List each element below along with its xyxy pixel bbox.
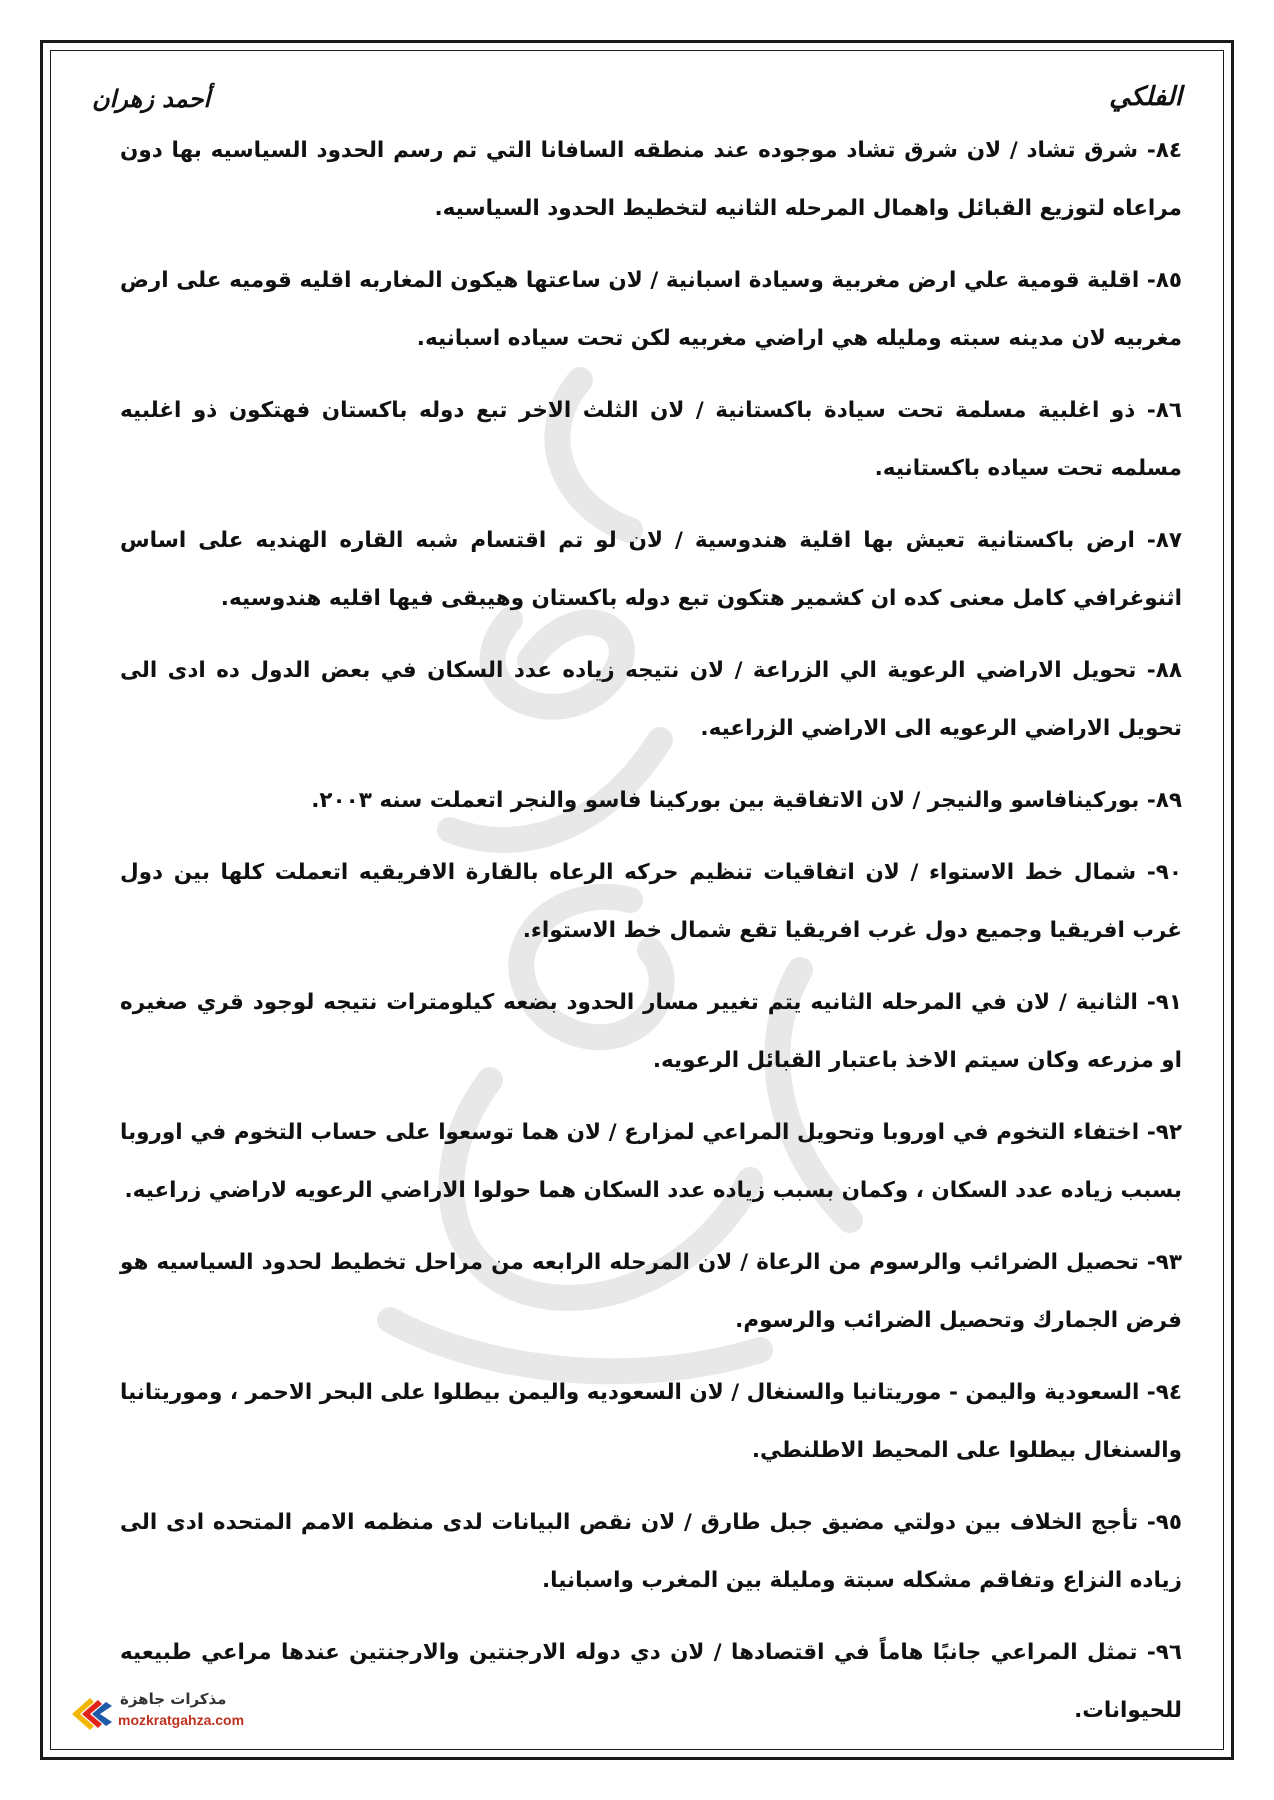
answers-list (120, 122, 1182, 1754)
answer-item: ٨٦- ذو اغلبية مسلمة تحت سيادة باكستانية / لان الثلث الاخر تبع دوله باكستان فهتكون ذو اغلبيه مسلمه تحت سياده باكستانيه. (120, 398, 1182, 481)
author-name: أحمد زهران (92, 84, 211, 113)
answer-item: ٩٣- تحصيل الضرائب والرسوم من الرعاة / لان المرحله الرابعه من مراحل تخطيط لحدود السياسيه هو فرض الجمارك وتحصيل الضرائب والرسوم. (120, 1250, 1182, 1333)
logo-mark-icon (70, 1694, 114, 1734)
site-url: mozkratgahza.com (118, 1712, 245, 1728)
answer-item: ٩٢- اختفاء التخوم في اوروبا وتحويل المراعي لمزارع / لان هما توسعوا على حساب التخوم في اوروبا بسبب زياده عدد السكان ، وكمان بسبب زياده عدد السكان هما حولوا الاراضي الرعويه لاراضي زراعيه. (120, 1120, 1182, 1203)
site-logo (70, 1690, 260, 1740)
subject-title: الفلكي (1109, 82, 1182, 112)
answer-item: ٩٠- شمال خط الاستواء / لان اتفاقيات تنظيم حركه الرعاه بالقارة الافريقيه اتعملت كلها بين دول غرب افريقيا وجميع دول غرب افريقيا تقع شمال خط الاستواء. (120, 860, 1182, 943)
answer-item: ٩٥- تأجج الخلاف بين دولتي مضيق جبل طارق / لان نقص البيانات لدى منظمه الامم المتحده ادى الى زياده النزاع وتفاقم مشكله سبتة ومليلة بين المغرب واسبانيا. (120, 1510, 1182, 1593)
answer-item: ٩١- الثانية / لان في المرحله الثانيه يتم تغيير مسار الحدود بضعه كيلومترات نتيجه لوجود قري صغيره او مزرعه وكان سيتم الاخذ باعتبار القبائل الرعويه. (120, 990, 1182, 1073)
answer-item: ٨٩- بوركينافاسو والنيجر / لان الاتفاقية بين بوركينا فاسو والنجر اتعملت سنه ٢٠٠٣. (311, 788, 1182, 813)
answer-item: ٨٨- تحويل الاراضي الرعوية الي الزراعة / لان نتيجه زياده عدد السكان في بعض الدول ده ادى الى تحويل الاراضي الرعويه الى الاراضي الزراعيه. (120, 658, 1182, 741)
answer-item: ٩٤- السعودية واليمن - موريتانيا والسنغال / لان السعوديه واليمن بيطلوا على البحر الاحمر ، وموريتانيا والسنغال بيطلوا على المحيط الاطلنطي. (120, 1380, 1182, 1463)
answer-item: ٨٤- شرق تشاد / لان شرق تشاد موجوده عند منطقه السافانا التي تم رسم الحدود السياسيه بها دون مراعاه لتوزيع القبائل واهمال المرحله الثانيه لتخطيط الحدود السياسيه. (120, 138, 1182, 221)
answer-item: ٩٦- تمثل المراعي جانبًا هاماً في اقتصادها / لان دي دوله الارجنتين والارجنتين عندها مراعي طبيعيه للحيوانات. (120, 1640, 1182, 1723)
answer-item: ٨٥- اقلية قومية علي ارض مغربية وسيادة اسبانية / لان ساعتها هيكون المغاربه اقليه قوميه على ارض مغربيه لان مدينه سبته ومليله هي اراضي مغربيه لكن تحت سياده اسبانيه. (120, 268, 1182, 351)
site-name: مذكرات جاهزة (120, 1690, 227, 1708)
answer-item: ٨٧- ارض باكستانية تعيش بها اقلية هندوسية / لان لو تم اقتسام شبه القاره الهنديه على اساس اثنوغرافي كامل معنى كده ان كشمير هتكون تبع دوله باكستان وهيبقى فيها اقليه هندوسيه. (120, 528, 1182, 611)
